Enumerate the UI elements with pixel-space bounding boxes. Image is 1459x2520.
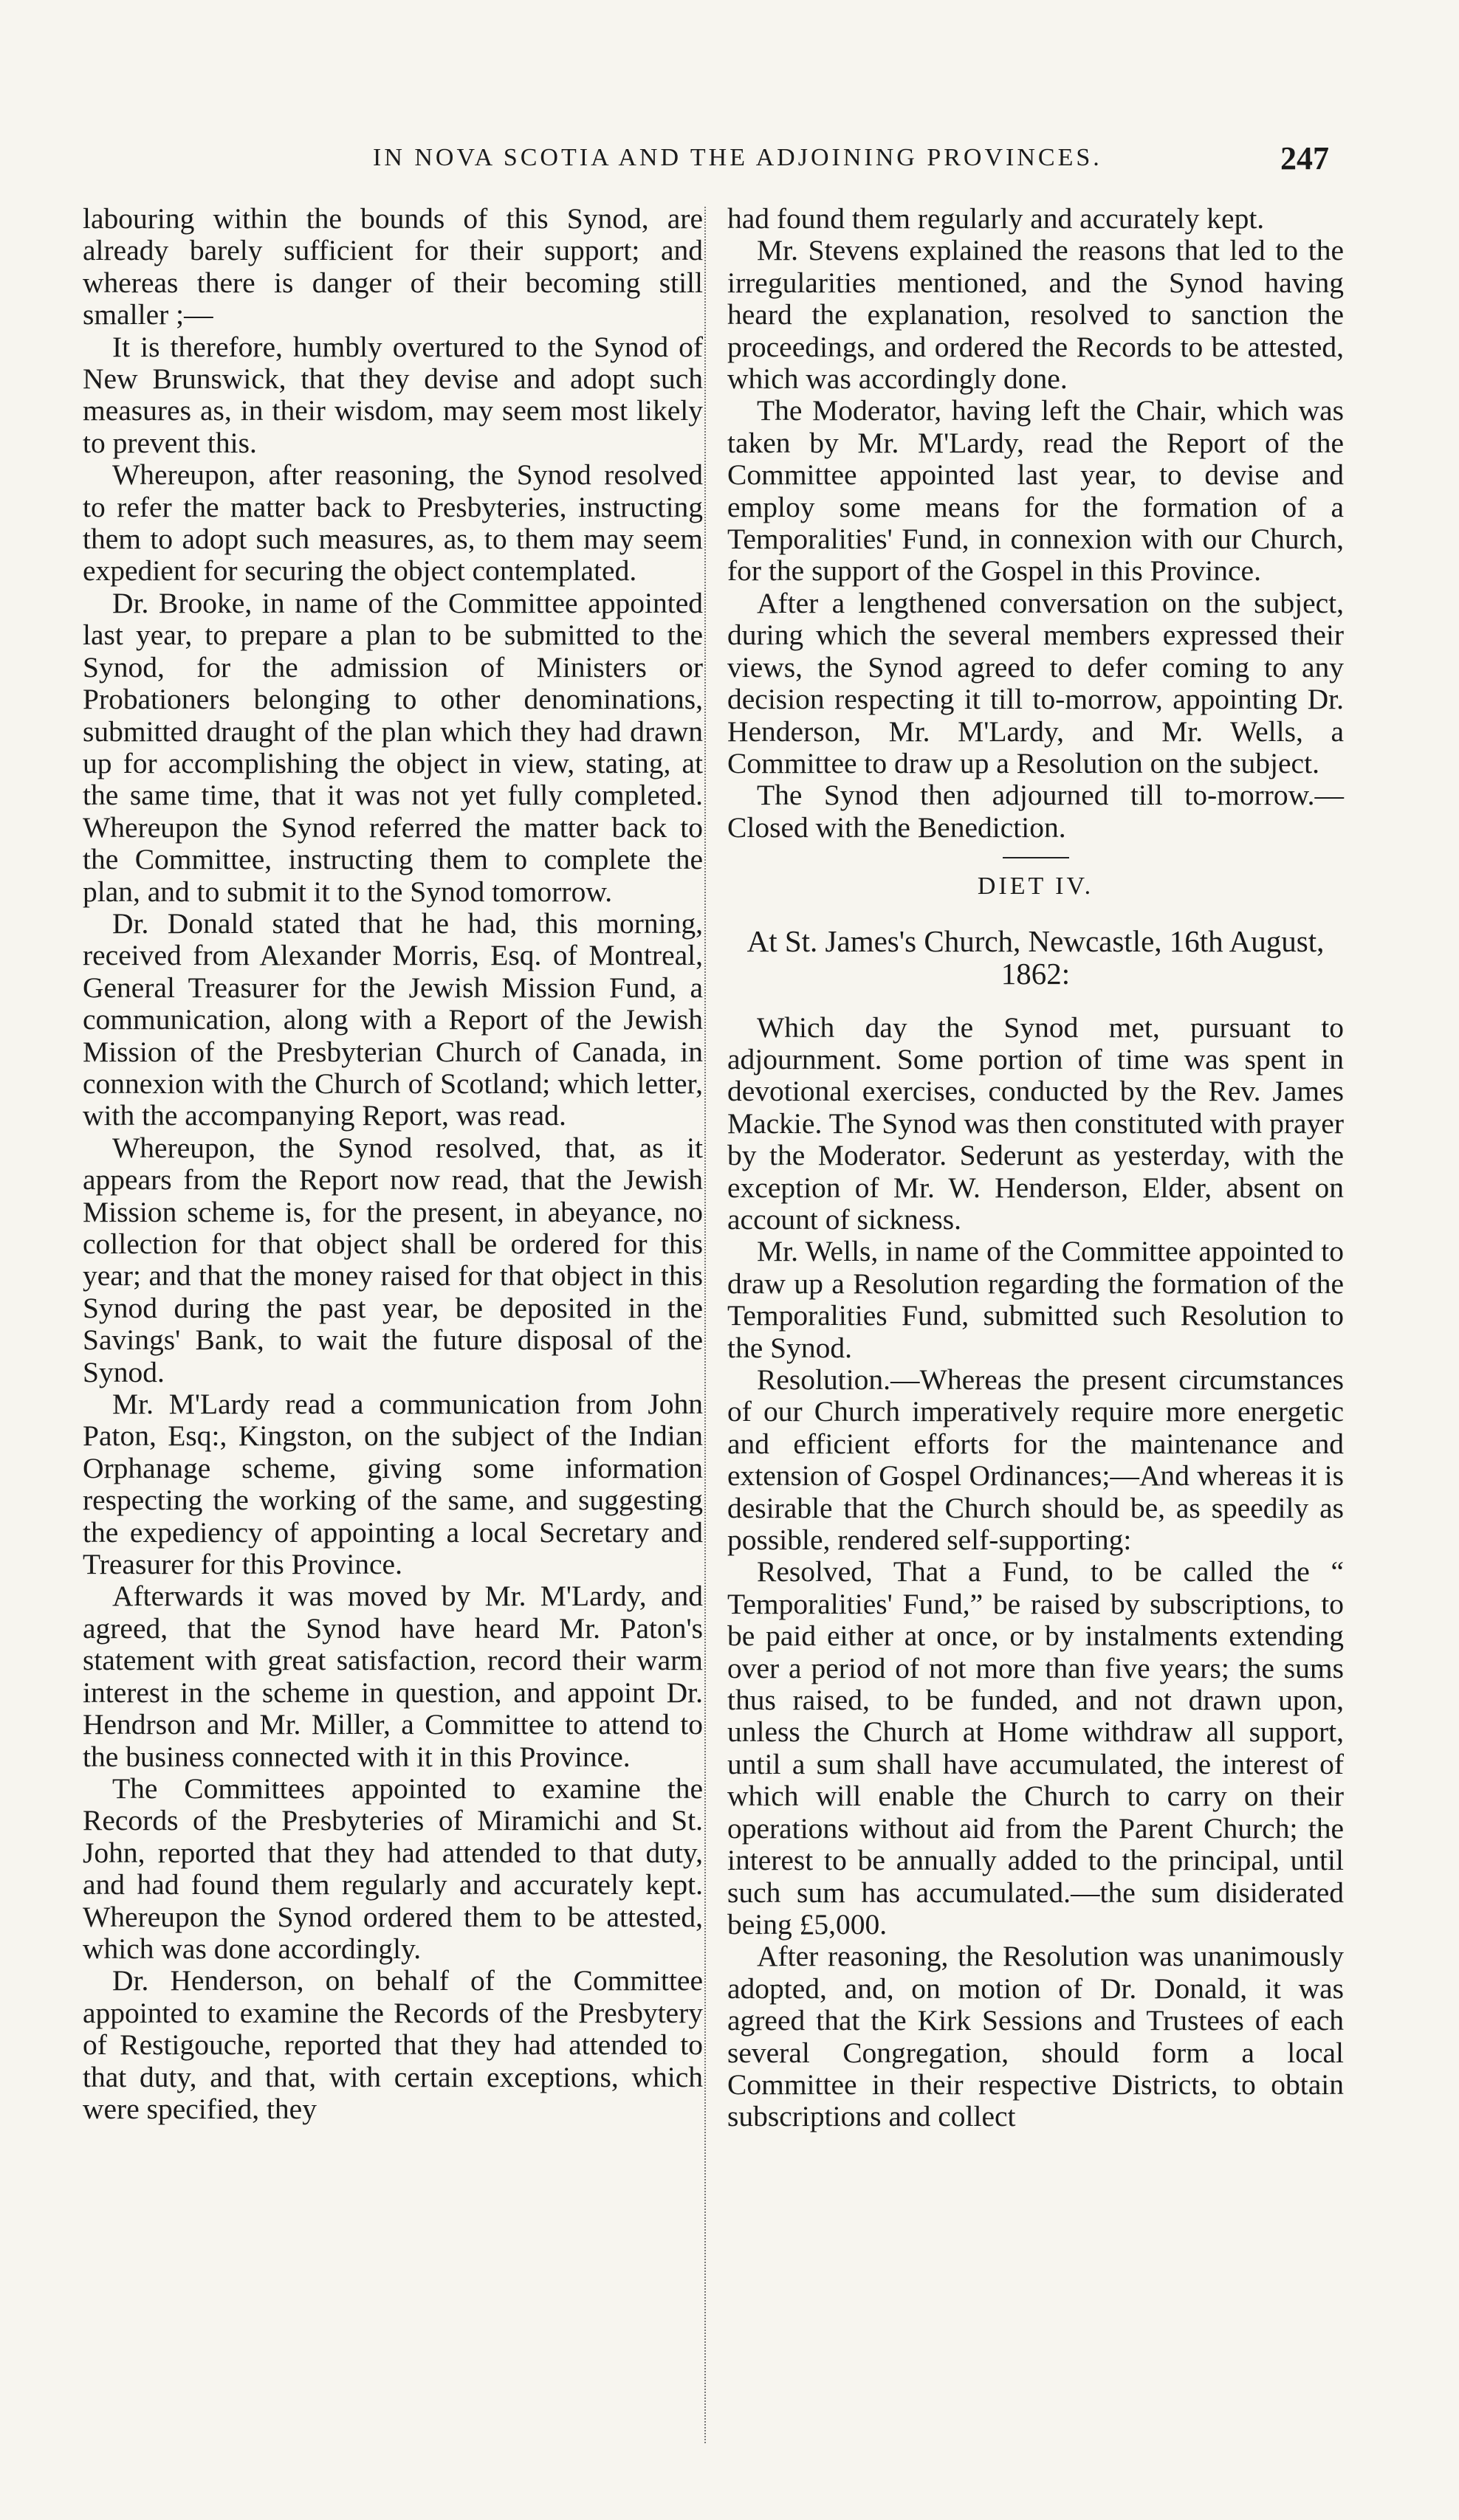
paragraph: Mr. M'Lardy read a communication from John Paton, Esq:, Kingston, on the subject of the Indian Orphanage scheme, giving some information respecting the working of the same, and suggesting the expediency of appointing a local Secretary and Treasurer for this Province. xyxy=(83,1388,703,1581)
paragraph: The Synod then adjourned till to-morrow.—Closed with the Benediction. xyxy=(727,779,1344,844)
paragraph: After reasoning, the Resolution was unanimously adopted, and, on motion of Dr. Donald, it was agreed that the Kirk Sessions and Trustees of each several Congregation, should form a local Committee in their respective Districts, to obtain subscriptions and collect xyxy=(727,1940,1344,2133)
paragraph: Afterwards it was moved by Mr. M'Lardy, and agreed, that the Synod have heard Mr. Paton's statement with great satisfaction, record their warm interest in the scheme in question, and appoint Dr. Hendrson and Mr. Miller, a Committee to attend to the business connected with it in this Province. xyxy=(83,1580,703,1773)
paragraph: Whereupon, after reasoning, the Synod resolved to refer the matter back to Presbyteries, instructing them to adopt such measures, as, to them may seem expedient for securing the object contemplated. xyxy=(83,458,703,588)
page-number: 247 xyxy=(1280,140,1329,176)
paragraph: Dr. Brooke, in name of the Committee appointed last year, to prepare a plan to be submitted to the Synod, for the admission of Ministers or Probationers belonging to other denominations, submitted draught of the plan which they had drawn up for accomplishing the object in view, stating, at the same time, that it was not yet fully completed. Whereupon the Synod referred the matter back to the Committee, instructing them to complete the plan, and to submit it to the Synod tomorrow. xyxy=(83,586,703,908)
meeting-place-date: At St. James's Church, Newcastle, 16th August, 1862: xyxy=(746,923,1325,991)
paragraph: Dr. Donald stated that he had, this morning, received from Alexander Morris, Esq. of Montreal, General Treasurer for the Jewish Mission Fund, a communication, along with a Report of the Jewish Mission of the Presbyterian Church of Canada, in connexion with the Church of Scotland; which letter, with the accompanying Report, was read. xyxy=(83,906,703,1132)
right-column xyxy=(727,203,1344,2133)
column-divider xyxy=(704,207,706,2443)
paragraph: Resolved, That a Fund, to be called the “ Temporalities' Fund,” be raised by subscriptions, to be paid either at once, or by instalments extending over a period of not more than five years; the sums thus raised, to be funded, and not drawn upon, unless the Church at Home withdraw all support, until a sum shall have accumulated, the interest of which will enable the Church to carry on their operations without aid from the Parent Church; the interest to be annually added to the principal, until such sum has accumulated.—the sum disiderated being £5,000. xyxy=(727,1555,1344,1941)
paragraph: Mr. Wells, in name of the Committee appointed to draw up a Resolution regarding the formation of the Temporalities Fund, submitted such Resolution to the Synod. xyxy=(727,1235,1344,1364)
paragraph: Mr. Stevens explained the reasons that led to the irregularities mentioned, and the Synod having heard the explanation, resolved to sanction the proceedings, and ordered the Records to be attested, which was accordingly done. xyxy=(727,234,1344,396)
paragraph: labouring within the bounds of this Synod, are already barely sufficient for their support; and whereas there is danger of their becoming still smaller ;— xyxy=(83,202,703,331)
paragraph: Dr. Henderson, on behalf of the Committee appointed to examine the Records of the Presbytery of Restigouche, reported that they had attended to that duty, and that, with certain exceptions, which were specified, they xyxy=(83,1964,703,2125)
left-column xyxy=(83,203,703,2125)
paragraph: The Committees appointed to examine the Records of the Presbyteries of Miramichi and St. John, reported that they had attended to that duty, and had found them regularly and accurately kept. Whereupon the Synod ordered them to be attested, which was done accordingly. xyxy=(83,1772,703,1965)
section-rule xyxy=(1003,857,1069,858)
running-header xyxy=(89,140,1344,188)
paragraph: Resolution.—Whereas the present circumstances of our Church imperatively require more energetic and efficient efforts for the maintenance and extension of Gospel Ordinances;—And whereas it is desirable that the Church should be, as speedily as possible, rendered self-supporting: xyxy=(727,1363,1344,1557)
paragraph: The Moderator, having left the Chair, which was taken by Mr. M'Lardy, read the Report of the Committee appointed last year, to devise and employ some means for the formation of a Temporalities' Fund, in connexion with our Church, for the support of the Gospel in this Province. xyxy=(727,394,1344,588)
paragraph: had found them regularly and accurately kept. xyxy=(727,202,1265,235)
running-title: IN NOVA SCOTIA AND THE ADJOINING PROVINCES. xyxy=(373,144,1102,171)
paragraph: It is therefore, humbly overtured to the Synod of New Brunswick, that they devise and adopt such measures as, in their wisdom, may seem most likely to prevent this. xyxy=(83,330,703,459)
paragraph: After a lengthened conversation on the subject, during which the several members expressed their views, the Synod agreed to defer coming to any decision respecting it till to-morrow, appointing Dr. Henderson, Mr. M'Lardy, and Mr. Wells, a Committee to draw up a Resolution on the subject. xyxy=(727,586,1344,779)
paragraph: Which day the Synod met, pursuant to adjournment. Some portion of time was spent in devotional exercises, conducted by the Rev. James Mackie. The Synod was then constituted with prayer by the Moderator. Sederunt as yesterday, with the exception of Mr. W. Henderson, Elder, absent on account of sickness. xyxy=(727,1011,1344,1236)
paragraph: Whereupon, the Synod resolved, that, as it appears from the Report now read, that the Jewish Mission scheme is, for the present, in abeyance, no collection for that object shall be ordered for this year; and that the money raised for that object in this Synod during the past year, be deposited in the Savings' Bank, to wait the future disposal of the Synod. xyxy=(83,1131,703,1388)
section-heading: DIET IV. xyxy=(977,872,1094,901)
